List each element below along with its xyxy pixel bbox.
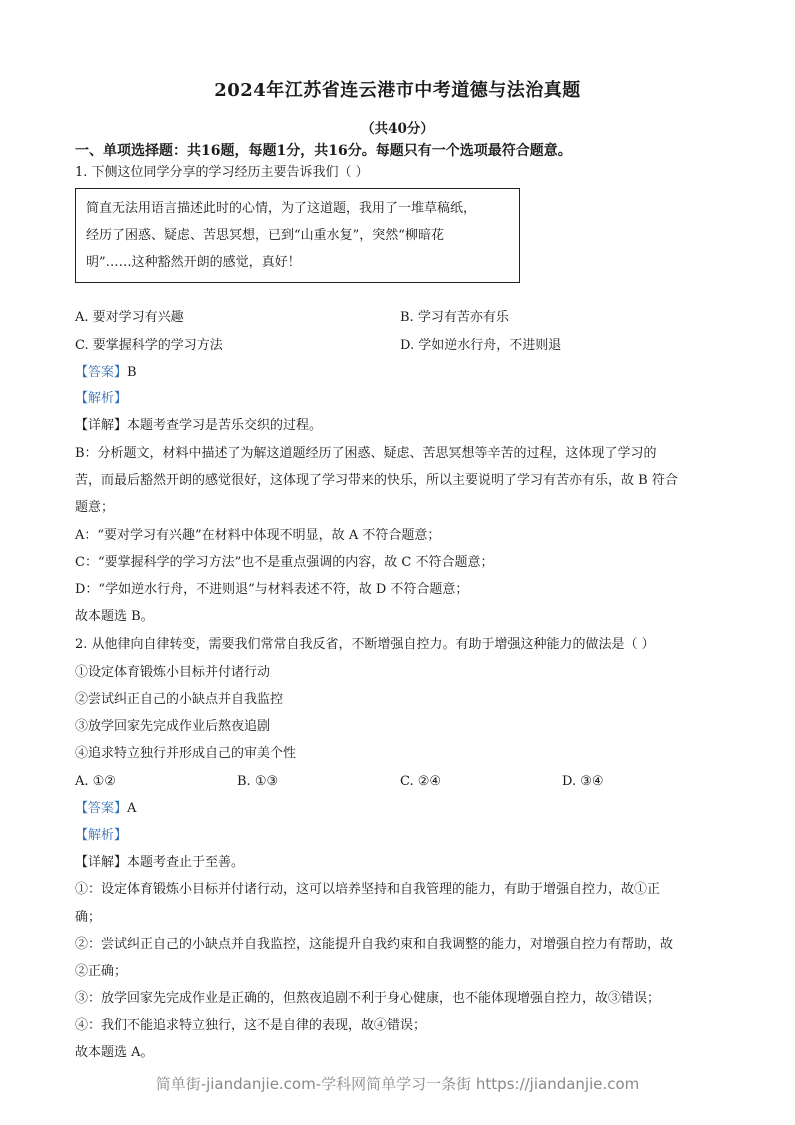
q1-explain-line: A：“要对学习有兴趣”在材料中体现不明显，故 A 不符合题意； — [75, 528, 441, 543]
q1-detail — [75, 417, 725, 435]
detail-text: 本题考查学习是苦乐交织的过程。 — [127, 418, 323, 433]
q1-explain-line: 苦，而最后豁然开朗的感觉很好，这体现了学习带来的快乐，所以主要说明了学习有苦亦有乐，故 B 符合 — [75, 473, 678, 488]
q1-material-line: 明”……这种豁然开朗的感觉，真好！ — [86, 255, 301, 270]
q2-answer — [75, 800, 725, 818]
q2-explain-line: ②：尝试纠正自己的小缺点并自我监控，这能提升自我约束和自我调整的能力，对增强自控力有帮助，故 — [75, 937, 674, 952]
q1-analysis-tag: 【解析】 — [75, 391, 128, 406]
q2-option-c: C. ②④ — [400, 774, 442, 789]
q1-explain-line: B：分析题文，材料中描述了为解这道题经历了困惑、疑虑、苦思冥想等辛苦的过程，这体现了学习的 — [75, 446, 657, 461]
detail-tag: 【详解】 — [75, 418, 128, 433]
q2-option-d: D. ③④ — [562, 774, 604, 789]
answer-tag: 【答案】 — [75, 365, 128, 380]
answer-value: B — [127, 365, 137, 380]
q2-conclusion: 故本题选 A。 — [75, 1045, 154, 1060]
q1-explain-line: 题意； — [75, 500, 115, 515]
q1-answer — [75, 364, 725, 382]
q1-option-c: C. 要掌握科学的学习方法 — [75, 338, 223, 353]
q2-item: ③放学回家先完成作业后熬夜追剧 — [75, 719, 271, 734]
q1-material-box — [75, 188, 520, 283]
q1-conclusion: 故本题选 B。 — [75, 609, 154, 624]
q1-option-b: B. 学习有苦亦有乐 — [400, 310, 509, 325]
watermark-footer: 简单街-jiandanjie.com-学科网简单学习一条街 https://jiandanjie.com — [155, 1075, 640, 1093]
q1-option-d: D. 学如逆水行舟，不进则退 — [400, 338, 562, 353]
section-heading: 一、单项选择题：共16题，每题1分，共16分。每题只有一个选项最符合题意。 — [75, 143, 572, 159]
answer-value: A — [127, 801, 137, 816]
q2-option-a: A. ①② — [75, 774, 116, 789]
q2-item: ②尝试纠正自己的小缺点并自我监控 — [75, 692, 284, 707]
answer-tag: 【答案】 — [75, 801, 128, 816]
q2-detail — [75, 854, 725, 872]
detail-tag: 【详解】 — [75, 855, 128, 870]
detail-text: 本题考查止于至善。 — [127, 855, 245, 870]
q2-analysis-tag: 【解析】 — [75, 828, 128, 843]
q2-item: ①设定体育锻炼小目标并付诸行动 — [75, 665, 271, 680]
q1-explain-line: D：“学如逆水行舟，不进则退”与材料表述不符，故 D 不符合题意； — [75, 582, 469, 597]
q2-option-b: B. ①③ — [237, 774, 279, 789]
q2-item: ④追求特立独行并形成自己的审美个性 — [75, 746, 297, 761]
q1-option-a: A. 要对学习有兴趣 — [75, 310, 184, 325]
q1-stem: 1. 下侧这位同学分享的学习经历主要告诉我们（ ） — [75, 165, 369, 180]
q1-material-line: 经历了困惑、疑虑、苦思冥想，已到“山重水复”，突然“柳暗花 — [86, 228, 444, 243]
q2-explain-line: ③：放学回家先完成作业是正确的，但熬夜追剧不利于身心健康，也不能体现增强自控力，故③错误； — [75, 991, 661, 1006]
page-subtitle: （共40分） — [361, 121, 434, 137]
q2-stem: 2. 从他律向自律转变，需要我们常常自我反省，不断增强自控力。有助于增强这种能力的做法是（ ） — [75, 637, 655, 652]
q2-explain-line: ①：设定体育锻炼小目标并付诸行动，这可以培养坚持和自我管理的能力，有助于增强自控力，故①正 — [75, 882, 661, 897]
q2-explain-line: 确； — [75, 910, 102, 925]
q2-explain-line: ④：我们不能追求特立独行，这不是自律的表现，故④错误； — [75, 1018, 427, 1033]
q2-explain-line: ②正确； — [75, 964, 128, 979]
q1-explain-line: C：“要掌握科学的学习方法”也不是重点强调的内容，故 C 不符合题意； — [75, 555, 494, 570]
page-title: 2024年江苏省连云港市中考道德与法治真题 — [214, 80, 581, 101]
q1-material-line: 简直无法用语言描述此时的心情，为了这道题，我用了一堆草稿纸， — [86, 201, 477, 216]
